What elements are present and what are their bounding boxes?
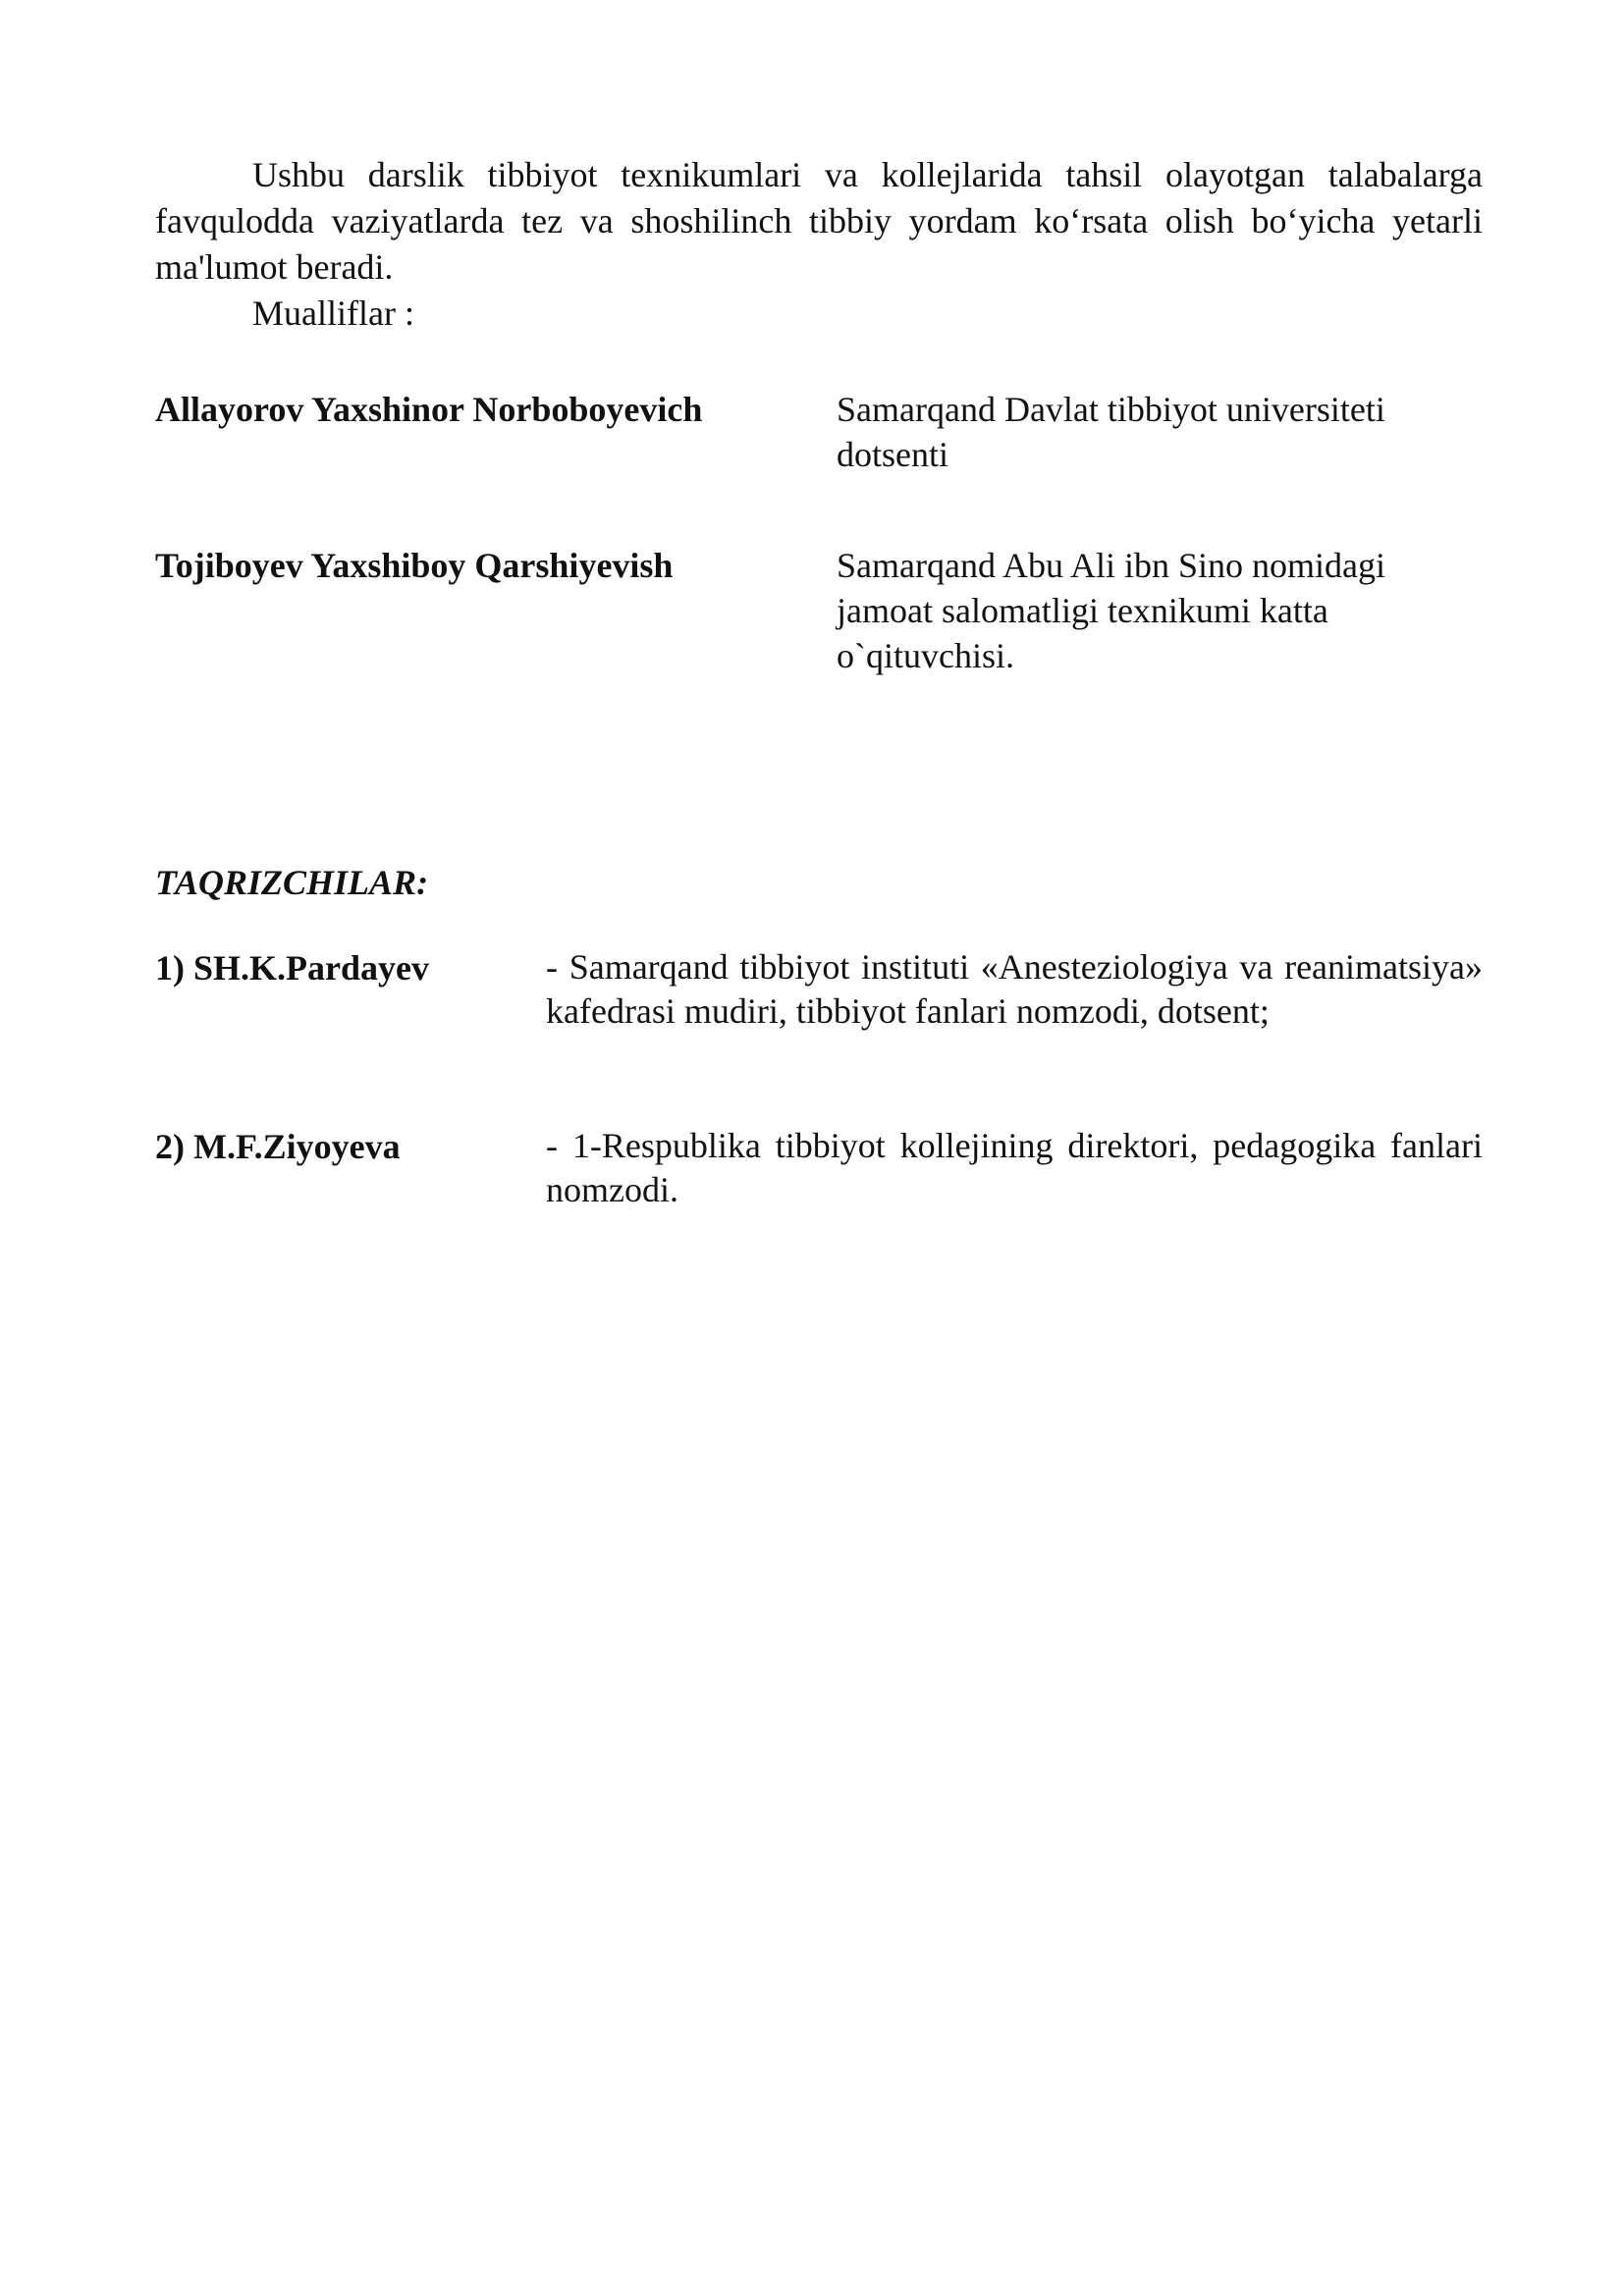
reviewer-name: 1) SH.K.Pardayev — [155, 948, 429, 988]
reviewer-description: - 1-Respublika tibbiyot kollejining direktori, pedagogika fanlari nomzodi. — [546, 1126, 1483, 1209]
author-affiliation: Samarqand Davlat tibbiyot universiteti dotsenti — [837, 390, 1385, 474]
intro-paragraph: Ushbu darslik tibbiyot texnikumlari va kollejlarida tahsil olayotgan talabalarga favqulodda vaziyatlarda tez va shoshilinch tibbiy yordam ko‘rsata olish bo‘yicha yetarli ma'lumot beradi. — [155, 155, 1483, 287]
author-affiliation: Samarqand Abu Ali ibn Sino nomidagi jamoat salomatligi texnikumi katta o`qituvchisi. — [837, 546, 1385, 675]
reviewer-description: - Samarqand tibbiyot instituti «Anesteziologiya va reanimatsiya» kafedrasi mudiri, tibbiyot fanlari nomzodi, dotsent; — [546, 947, 1483, 1031]
authors-label: Mualliflar : — [252, 294, 414, 333]
author-name: Tojiboyev Yaxshiboy Qarshiyevish — [155, 546, 674, 585]
reviewer-name: 2) M.F.Ziyoyeva — [155, 1127, 401, 1166]
author-name: Allayorov Yaxshinor Norboboyevich — [155, 390, 703, 429]
reviewers-title: TAQRIZCHILAR: — [155, 863, 429, 902]
